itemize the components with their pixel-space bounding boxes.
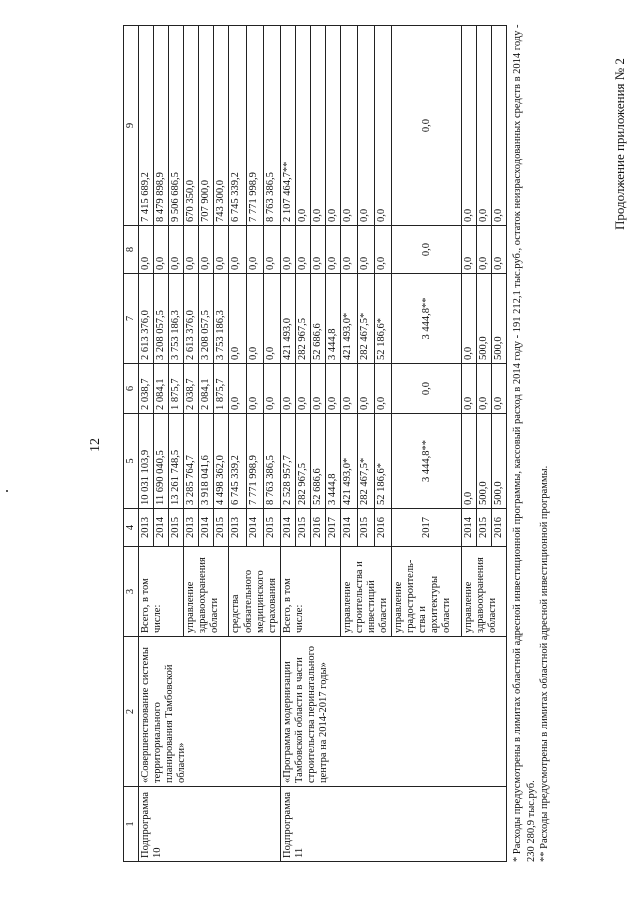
- amount-cell: 0,0: [263, 364, 280, 414]
- amount-cell: 3 444,8: [325, 274, 340, 364]
- col-header: 4: [124, 509, 139, 547]
- amount-cell: 0,0: [310, 364, 325, 414]
- amount-cell: 0,0: [280, 364, 295, 414]
- amount-cell: 2 084,1: [199, 364, 214, 414]
- funding-source: средства обязательного медицинского страхования: [229, 547, 280, 637]
- amount-cell: 421 493,0: [280, 274, 295, 364]
- amount-cell: 0,0: [295, 26, 310, 226]
- amount-cell: 52 186,6*: [375, 274, 392, 364]
- funding-source: управление здравоохранения области: [184, 547, 229, 637]
- year-cell: 2015: [477, 509, 492, 547]
- amount-cell: 7 771 998,9: [246, 414, 263, 509]
- funding-source: Всего, в том числе:: [280, 547, 340, 637]
- amount-cell: 8 763 386,5: [263, 414, 280, 509]
- year-cell: 2017: [392, 509, 462, 547]
- amount-cell: 52 686,6: [310, 414, 325, 509]
- amount-cell: 3 208 057,5: [154, 274, 169, 364]
- amount-cell: 52 686,6: [310, 274, 325, 364]
- amount-cell: 0,0: [246, 364, 263, 414]
- amount-cell: 0,0: [325, 226, 340, 274]
- amount-cell: 8 763 386,5: [263, 26, 280, 226]
- amount-cell: 0,0: [263, 274, 280, 364]
- amount-cell: 10 031 103,9: [139, 414, 154, 509]
- col-header: 7: [124, 274, 139, 364]
- year-cell: 2017: [325, 509, 340, 547]
- amount-cell: 0,0: [214, 226, 229, 274]
- funding-source: управление строительства и инвестиций области: [340, 547, 391, 637]
- amount-cell: 2 613 376,0: [184, 274, 199, 364]
- amount-cell: 1 875,7: [214, 364, 229, 414]
- amount-cell: 0,0: [229, 364, 246, 414]
- column-number-row: [124, 26, 139, 862]
- amount-cell: 0,0: [263, 226, 280, 274]
- col-header: 2: [124, 637, 139, 787]
- amount-cell: 11 690 040,5: [154, 414, 169, 509]
- amount-cell: 670 350,0: [184, 26, 199, 226]
- year-cell: 2016: [492, 509, 507, 547]
- subprogram-number: Подпрограмма 10: [139, 787, 281, 862]
- subprogram-title: «Программа модернизации Тамбовской области в части строительства перинатального центра на 2014-2017 годы»: [280, 637, 507, 787]
- amount-cell: 743 300,0: [214, 26, 229, 226]
- amount-cell: 0,0: [340, 226, 357, 274]
- amount-cell: 6 745 339,2: [229, 26, 246, 226]
- funding-source: управление градостроитель-ства и архитектуры области: [392, 547, 462, 637]
- amount-cell: 0,0: [340, 26, 357, 226]
- amount-cell: 0,0: [392, 26, 462, 226]
- amount-cell: 7 415 689,2: [139, 26, 154, 226]
- scan-dot: [6, 490, 8, 492]
- amount-cell: 0,0: [229, 274, 246, 364]
- amount-cell: 0,0: [358, 26, 375, 226]
- amount-cell: 3 208 057,5: [199, 274, 214, 364]
- amount-cell: 2 613 376,0: [139, 274, 154, 364]
- year-cell: 2015: [358, 509, 375, 547]
- funding-source: Всего, в том числе:: [139, 547, 184, 637]
- amount-cell: 0,0: [492, 364, 507, 414]
- amount-cell: 0,0: [246, 226, 263, 274]
- amount-cell: 0,0: [477, 364, 492, 414]
- year-cell: 2014: [154, 509, 169, 547]
- amount-cell: 0,0: [358, 364, 375, 414]
- year-cell: 2014: [280, 509, 295, 547]
- year-cell: 2014: [340, 509, 357, 547]
- amount-cell: 7 771 998,9: [246, 26, 263, 226]
- amount-cell: 0,0: [462, 274, 477, 364]
- year-cell: 2014: [462, 509, 477, 547]
- amount-cell: 1 875,7: [169, 364, 184, 414]
- amount-cell: 0,0: [462, 226, 477, 274]
- amount-cell: 500,0: [492, 274, 507, 364]
- year-cell: 2013: [184, 509, 199, 547]
- amount-cell: 9 506 686,5: [169, 26, 184, 226]
- amount-cell: 0,0: [280, 226, 295, 274]
- amount-cell: 13 261 748,5: [169, 414, 184, 509]
- amount-cell: 500,0: [477, 274, 492, 364]
- amount-cell: 0,0: [325, 364, 340, 414]
- amount-cell: 3 444,8: [325, 414, 340, 509]
- amount-cell: 0,0: [295, 226, 310, 274]
- amount-cell: 0,0: [154, 226, 169, 274]
- amount-cell: 8 479 898,9: [154, 26, 169, 226]
- footnote-2: ** Расходы предусмотрены в лимитах областной адресной инвестиционной программы.: [538, 465, 550, 862]
- amount-cell: 0,0: [358, 226, 375, 274]
- amount-cell: 2 107 464,7**: [280, 26, 295, 226]
- col-header: 3: [124, 547, 139, 637]
- amount-cell: 500,0: [492, 414, 507, 509]
- amount-cell: 0,0: [392, 226, 462, 274]
- amount-cell: 3 753 186,3: [214, 274, 229, 364]
- amount-cell: 282 967,5: [295, 414, 310, 509]
- amount-cell: 52 186,6*: [375, 414, 392, 509]
- amount-cell: 0,0: [229, 226, 246, 274]
- amount-cell: 0,0: [295, 364, 310, 414]
- amount-cell: 282 467,5*: [358, 274, 375, 364]
- year-cell: 2015: [169, 509, 184, 547]
- rotated-content: [123, 12, 551, 862]
- col-header: 5: [124, 414, 139, 509]
- col-header: 8: [124, 226, 139, 274]
- year-cell: 2015: [295, 509, 310, 547]
- amount-cell: 282 467,5*: [358, 414, 375, 509]
- year-cell: 2013: [139, 509, 154, 547]
- page-number: 12: [88, 438, 103, 452]
- footnote-1: * Расходы предусмотрены в лимитах областной адресной инвестиционной программы, кассовый расход в 2014 году - 191 212,1 тыс.руб., остаток неизрасходованных средств в 2014 году - 230 280,9 тыс.руб.: [512, 24, 537, 862]
- amount-cell: 3 444,8**: [392, 414, 462, 509]
- amount-cell: 0,0: [375, 226, 392, 274]
- col-header: 6: [124, 364, 139, 414]
- amount-cell: 0,0: [492, 226, 507, 274]
- amount-cell: 0,0: [310, 226, 325, 274]
- amount-cell: 0,0: [246, 274, 263, 364]
- amount-cell: 0,0: [375, 364, 392, 414]
- year-cell: 2014: [199, 509, 214, 547]
- amount-cell: 3 444,8**: [392, 274, 462, 364]
- year-cell: 2013: [229, 509, 246, 547]
- funding-source: управление здравоохранения области: [462, 547, 507, 637]
- amount-cell: 6 745 339,2: [229, 414, 246, 509]
- amount-cell: 0,0: [462, 414, 477, 509]
- amount-cell: 3 918 041,6: [199, 414, 214, 509]
- amount-cell: 0,0: [184, 226, 199, 274]
- col-header: 1: [124, 787, 139, 862]
- year-cell: 2014: [246, 509, 263, 547]
- amount-cell: 0,0: [310, 26, 325, 226]
- amount-cell: 2 038,7: [139, 364, 154, 414]
- amount-cell: 3 753 186,3: [169, 274, 184, 364]
- amount-cell: 0,0: [462, 364, 477, 414]
- amount-cell: 0,0: [477, 26, 492, 226]
- amount-cell: 2 084,1: [154, 364, 169, 414]
- subprogram-number: Подпрограмма 11: [280, 787, 507, 862]
- year-cell: 2015: [214, 509, 229, 547]
- subprogram-title: «Совершенствование системы территориального планирования Тамбовской области»: [139, 637, 281, 787]
- amount-cell: 707 900,0: [199, 26, 214, 226]
- amount-cell: 0,0: [169, 226, 184, 274]
- amount-cell: 2 038,7: [184, 364, 199, 414]
- continuation-header: Продолжение приложения № 2: [612, 58, 627, 230]
- amount-cell: 0,0: [340, 364, 357, 414]
- col-header: 9: [124, 26, 139, 226]
- amount-cell: 4 498 362,0: [214, 414, 229, 509]
- amount-cell: 0,0: [375, 26, 392, 226]
- amount-cell: 0,0: [462, 26, 477, 226]
- amount-cell: 0,0: [325, 26, 340, 226]
- amount-cell: 0,0: [492, 26, 507, 226]
- table-row: [139, 26, 154, 862]
- amount-cell: 0,0: [139, 226, 154, 274]
- year-cell: 2016: [310, 509, 325, 547]
- table-row: [280, 26, 295, 862]
- amount-cell: 3 285 764,7: [184, 414, 199, 509]
- amount-cell: 0,0: [477, 226, 492, 274]
- amount-cell: 421 493,0*: [340, 274, 357, 364]
- amount-cell: 421 493,0*: [340, 414, 357, 509]
- amount-cell: 282 967,5: [295, 274, 310, 364]
- budget-table: [123, 25, 507, 862]
- amount-cell: 2 528 957,7: [280, 414, 295, 509]
- amount-cell: 0,0: [199, 226, 214, 274]
- amount-cell: 500,0: [477, 414, 492, 509]
- year-cell: 2016: [375, 509, 392, 547]
- footnotes: [511, 12, 550, 862]
- amount-cell: 0,0: [392, 364, 462, 414]
- year-cell: 2015: [263, 509, 280, 547]
